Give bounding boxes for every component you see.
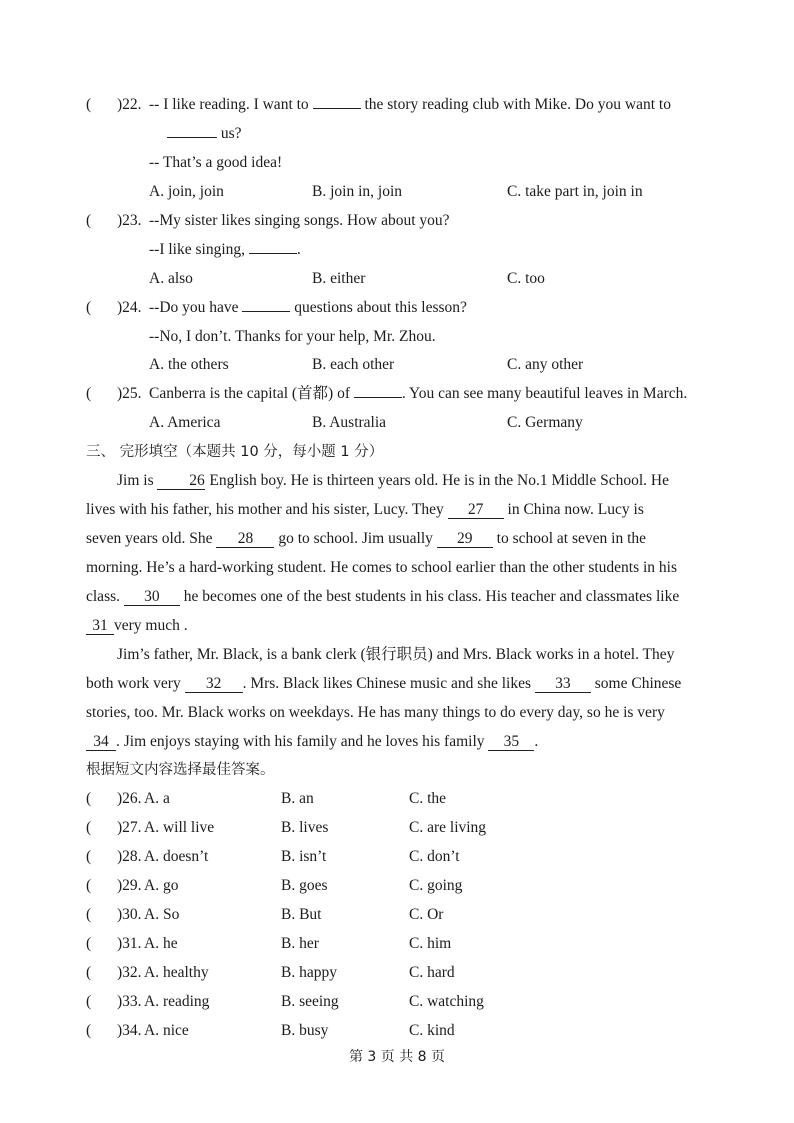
- option-c[interactable]: C. take part in, join in: [507, 183, 643, 200]
- cloze-blank-27[interactable]: 27: [448, 501, 504, 519]
- option-c[interactable]: C. don’t: [409, 848, 460, 865]
- question-number: )27.: [117, 819, 142, 836]
- cloze-blank-31[interactable]: 31: [86, 617, 114, 635]
- cloze-blank-32[interactable]: 32: [185, 675, 243, 693]
- option-a[interactable]: A. the others: [149, 356, 229, 373]
- stem-text: .: [296, 241, 301, 258]
- option-c[interactable]: C. hard: [409, 964, 455, 981]
- page-footer: 第 3 页 共 8 页: [348, 1049, 446, 1065]
- question-number: )23.: [117, 212, 142, 229]
- option-a[interactable]: A. So: [144, 906, 180, 923]
- cloze-blank-35[interactable]: 35: [488, 733, 534, 751]
- option-b[interactable]: B. lives: [281, 819, 329, 836]
- answer-paren[interactable]: (: [86, 1022, 92, 1039]
- question-stem-line: [167, 124, 242, 144]
- answer-blank[interactable]: [242, 311, 290, 312]
- question-number: )25.: [117, 385, 142, 402]
- passage-text: lives with his father, his mother and his sister, Lucy. They: [86, 501, 448, 518]
- passage-text: to school at seven in the: [492, 530, 647, 547]
- option-b[interactable]: B. isn’t: [281, 848, 327, 865]
- answer-blank[interactable]: [354, 397, 402, 398]
- question-number: )34.: [117, 1022, 142, 1039]
- cloze-blank-34[interactable]: 34: [86, 733, 116, 751]
- option-c[interactable]: C. Germany: [507, 414, 583, 431]
- passage-line: [86, 500, 708, 520]
- option-b[interactable]: B. But: [281, 906, 322, 923]
- option-a[interactable]: A. doesn’t: [144, 848, 209, 865]
- stem-text: the story reading club with Mike. Do you want to: [360, 96, 671, 113]
- answer-paren[interactable]: (: [86, 964, 92, 981]
- stem-text: Canberra is the capital (首都) of: [149, 385, 354, 402]
- option-b[interactable]: B. seeing: [281, 993, 339, 1010]
- passage-text: .: [534, 733, 539, 750]
- option-c[interactable]: C. any other: [507, 356, 584, 373]
- option-a[interactable]: A. he: [144, 935, 178, 952]
- option-c[interactable]: C. too: [507, 270, 545, 287]
- passage-line: morning. He’s a hard-working student. He comes to school earlier than the other students in his: [86, 559, 678, 576]
- passage-text: class.: [86, 588, 124, 605]
- cloze-blank-30[interactable]: 30: [124, 588, 180, 606]
- question-number: )30.: [117, 906, 142, 923]
- option-a[interactable]: A. healthy: [144, 964, 209, 981]
- answer-blank[interactable]: [167, 137, 217, 138]
- stem-text: --Do you have: [149, 299, 243, 316]
- passage-line: [86, 529, 708, 549]
- cloze-blank-28[interactable]: 28: [216, 530, 274, 548]
- option-b[interactable]: B. busy: [281, 1022, 329, 1039]
- question-number: )22.: [117, 96, 142, 113]
- answer-paren[interactable]: (: [86, 385, 92, 402]
- question-stem-line: [149, 240, 301, 260]
- option-a[interactable]: A. a: [144, 790, 170, 807]
- passage-text: go to school. Jim usually: [274, 530, 437, 547]
- option-c[interactable]: C. the: [409, 790, 447, 807]
- passage-text: some Chinese: [590, 675, 682, 692]
- cloze-blank-29[interactable]: 29: [437, 530, 493, 548]
- answer-paren[interactable]: (: [86, 299, 92, 316]
- passage-line: [86, 471, 708, 491]
- option-c[interactable]: C. Or: [409, 906, 444, 923]
- cloze-blank-26[interactable]: 26: [157, 472, 205, 490]
- option-a[interactable]: A. also: [149, 270, 193, 287]
- passage-text: Jim is: [117, 472, 158, 489]
- passage-text: in China now. Lucy is: [503, 501, 644, 518]
- passage-line: [86, 732, 708, 752]
- passage-text: very much .: [114, 617, 188, 634]
- question-stem-line: [149, 384, 687, 404]
- option-c[interactable]: C. are living: [409, 819, 487, 836]
- passage-text: . Mrs. Black likes Chinese music and she likes: [242, 675, 535, 692]
- stem-text: . You can see many beautiful leaves in March.: [401, 385, 688, 402]
- option-a[interactable]: A. nice: [144, 1022, 189, 1039]
- option-b[interactable]: B. each other: [312, 356, 395, 373]
- option-b[interactable]: B. goes: [281, 877, 328, 894]
- option-b[interactable]: B. either: [312, 270, 366, 287]
- option-b[interactable]: B. join in, join: [312, 183, 402, 200]
- question-stem-line: -- That’s a good idea!: [149, 154, 283, 171]
- passage-line: [86, 674, 708, 694]
- answer-paren[interactable]: (: [86, 96, 92, 113]
- passage-line: stories, too. Mr. Black works on weekdays. He has many things to do every day, so he is very: [86, 704, 665, 721]
- question-number: )26.: [117, 790, 142, 807]
- answer-paren[interactable]: (: [86, 906, 92, 923]
- option-a[interactable]: A. go: [144, 877, 179, 894]
- question-stem-line: [149, 298, 467, 318]
- passage-text: . Jim enjoys staying with his family and he loves his family: [116, 733, 489, 750]
- passage-line: [86, 587, 708, 607]
- option-b[interactable]: B. her: [281, 935, 319, 952]
- question-number: )24.: [117, 299, 142, 316]
- answer-paren[interactable]: (: [86, 848, 92, 865]
- stem-text: -- I like reading. I want to: [149, 96, 313, 113]
- passage-text: English boy. He is thirteen years old. He is in the No.1 Middle School. He: [205, 472, 669, 489]
- option-c[interactable]: C. him: [409, 935, 452, 952]
- option-a[interactable]: A. join, join: [149, 183, 224, 200]
- question-number: )29.: [117, 877, 142, 894]
- question-stem-line: --No, I don’t. Thanks for your help, Mr. Zhou.: [149, 328, 436, 345]
- option-c[interactable]: C. going: [409, 877, 463, 894]
- option-b[interactable]: B. happy: [281, 964, 337, 981]
- stem-text: us?: [217, 125, 242, 142]
- option-a[interactable]: A. will live: [144, 819, 215, 836]
- question-number: )32.: [117, 964, 142, 981]
- answer-paren[interactable]: (: [86, 993, 92, 1010]
- cloze-instruction: 根据短文内容选择最佳答案。: [86, 762, 275, 778]
- option-a[interactable]: A. reading: [144, 993, 210, 1010]
- question-stem-line: [149, 95, 671, 115]
- option-c[interactable]: C. kind: [409, 1022, 455, 1039]
- answer-paren[interactable]: (: [86, 212, 92, 229]
- answer-blank[interactable]: [313, 108, 361, 109]
- passage-text: he becomes one of the best students in his class. His teacher and classmates like: [179, 588, 680, 605]
- option-c[interactable]: C. watching: [409, 993, 484, 1010]
- question-number: )33.: [117, 993, 142, 1010]
- answer-paren[interactable]: (: [86, 819, 92, 836]
- question-number: )28.: [117, 848, 142, 865]
- stem-text: questions about this lesson?: [290, 299, 467, 316]
- answer-paren[interactable]: (: [86, 877, 92, 894]
- passage-text: both work very: [86, 675, 185, 692]
- question-number: )31.: [117, 935, 142, 952]
- passage-line: Jim’s father, Mr. Black, is a bank clerk (银行职员) and Mrs. Black works in a hotel. They: [117, 646, 675, 663]
- option-a[interactable]: A. America: [149, 414, 221, 431]
- answer-paren[interactable]: (: [86, 935, 92, 952]
- answer-blank[interactable]: [249, 253, 297, 254]
- passage-line: [86, 616, 708, 636]
- answer-paren[interactable]: (: [86, 790, 92, 807]
- passage-text: seven years old. She: [86, 530, 217, 547]
- section-heading: 三、 完形填空（本题共 10 分，每小题 1 分）: [86, 444, 384, 460]
- cloze-blank-33[interactable]: 33: [535, 675, 591, 693]
- option-b[interactable]: B. Australia: [312, 414, 387, 431]
- question-stem-line: --My sister likes singing songs. How about you?: [149, 212, 450, 229]
- stem-text: --I like singing,: [149, 241, 249, 258]
- option-b[interactable]: B. an: [281, 790, 314, 807]
